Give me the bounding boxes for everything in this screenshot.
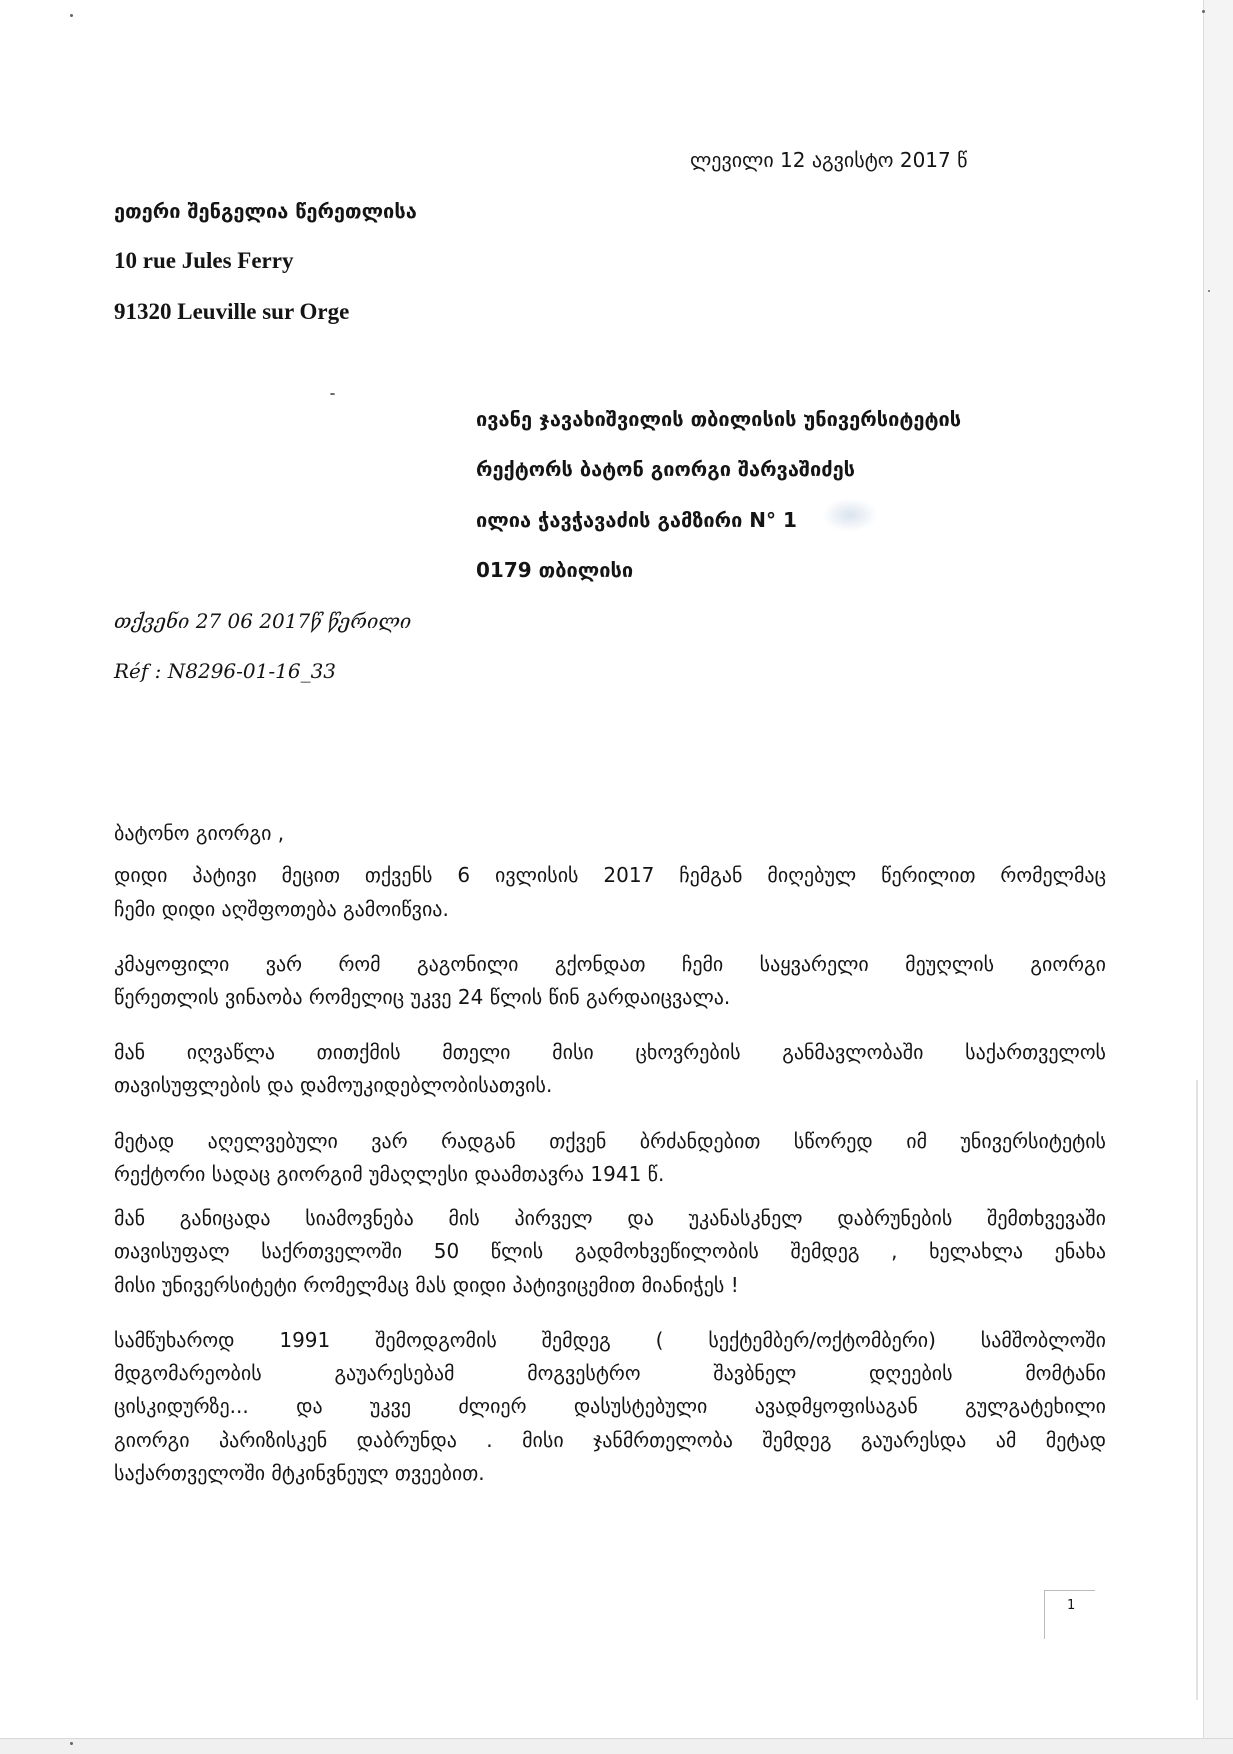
scan-speck (1208, 290, 1210, 292)
scan-speck (330, 393, 335, 395)
letter-date: ლევილი 12 აგვისტო 2017 წ (690, 148, 968, 172)
body-line: მისი უნივერსიტეტი რომელმაც მას დიდი პატივიცემით მიანიჭეს ! (114, 1273, 739, 1297)
scan-page-edge (1203, 0, 1233, 1753)
salutation: ბატონო გიორგი , (114, 821, 285, 845)
body-line: საქართველოში მტკინვნეულ თვეებით. (114, 1461, 485, 1485)
recipient-line-2: რექტორს ბატონ გიორგი შარვაშიძეს (476, 457, 856, 481)
scan-speck (70, 1742, 73, 1745)
body-line: კმაყოფილი ვარ რომ გაგონილი გქონდათ ჩემი საყვარელი მეუღლის გიორგი (114, 952, 1106, 976)
scan-speck (70, 14, 73, 17)
page-number: 1 (1067, 1598, 1076, 1613)
ink-blot (822, 498, 878, 532)
body-line: ჩემი დიდი აღშფოთება გამოიწვია. (114, 897, 449, 921)
scan-fold-line (1196, 1080, 1198, 1700)
recipient-line-3: ილია ჭავჭავაძის გამზირი N° 1 (476, 508, 797, 532)
recipient-line-1: ივანე ჯავახიშვილის თბილისის უნივერსიტეტის (476, 407, 962, 431)
scan-speck (1202, 10, 1205, 13)
body-line: გიორგი პარიზისკენ დაბრუნდა . მისი ჯანმრთელობა შემდეგ გაუარესდა ამ მეტად (114, 1428, 1106, 1452)
sender-city: 91320 Leuville sur Orge (114, 299, 350, 324)
body-line: სამწუხაროდ 1991 შემოდგომის შემდეგ ( სექტემბერ/ოქტომბერი) სამშობლოში (114, 1328, 1106, 1352)
sender-street: 10 rue Jules Ferry (114, 248, 294, 273)
sender-name: ეთერი შენგელია წერეთლისა (114, 199, 417, 223)
body-line: მეტად აღელვებული ვარ რადგან თქვენ ბრძანდებით სწორედ იმ უნივერსიტეტის (114, 1129, 1106, 1153)
body-line: დიდი პატივი მეცით თქვენს 6 ივლისის 2017 ჩემგან მიღებულ წერილით რომელმაც (114, 863, 1106, 887)
body-line: რექტორი სადაც გიორგიმ უმაღლესი დაამთავრა 1941 წ. (114, 1162, 665, 1186)
body-line: მან განიცადა სიამოვნება მის პირველ და უკანასკნელ დაბრუნების შემთხვევაში (114, 1206, 1106, 1230)
body-line: მდგომარეობის გაუარესებამ მოგვესტრო შავბნელ დღეების მომტანი (114, 1361, 1106, 1385)
body-line: ცისკიდურზე... და უკვე ძლიერ დასუსტებული ავადმყოფისაგან გულგატეხილი (114, 1394, 1106, 1418)
scan-bottom-edge (0, 1738, 1233, 1754)
reference-letter: თქვენი 27 06 2017წ წერილი (114, 609, 412, 633)
body-line: თავისუფლების და დამოუკიდებლობისათვის. (114, 1073, 553, 1097)
recipient-line-4: 0179 თბილისი (476, 558, 634, 582)
body-line: თავისუფალ საქრთველოში 50 წლის გადმოხვეწილობის შემდეგ , ხელახლა ენახა (114, 1239, 1106, 1263)
reference-number: Réf : N8296-01-16_33 (114, 659, 337, 683)
body-line: მან იღვაწლა თითქმის მთელი მისი ცხოვრების განმავლობაში საქართველოს (114, 1040, 1106, 1064)
body-line: წერეთლის ვინაობა რომელიც უკვე 24 წლის წინ გარდაიცვალა. (114, 985, 731, 1009)
